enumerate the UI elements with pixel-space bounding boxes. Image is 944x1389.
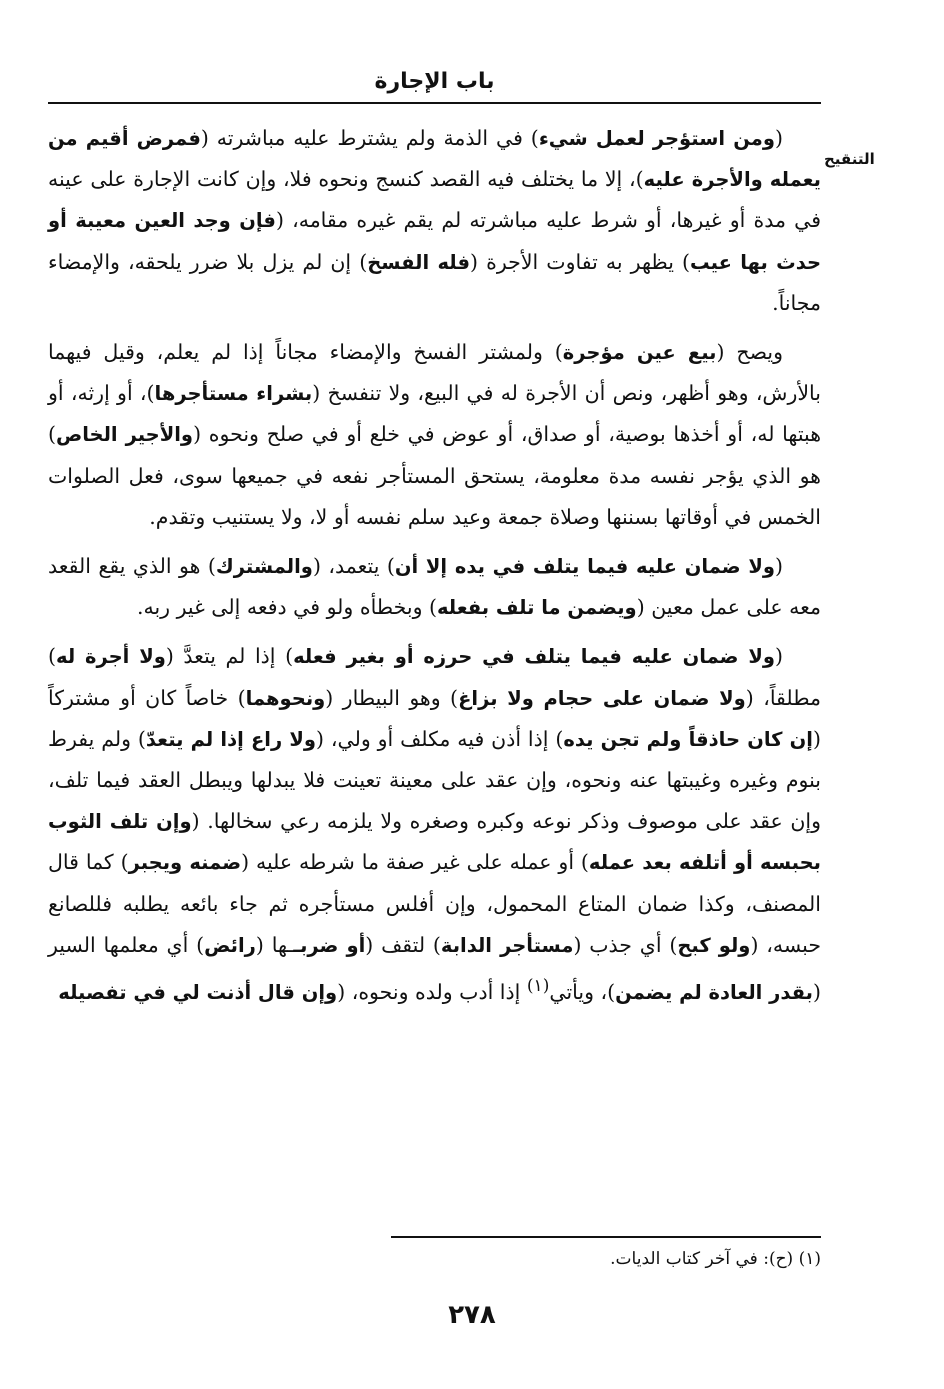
chapter-title: باب الإجارة: [374, 69, 495, 94]
sharh-text: ) أي معلمها السير (: [48, 932, 821, 1004]
matn-text: ويضمن ما تلف بفعله: [436, 596, 637, 620]
sharh-text: ويصح (: [716, 340, 783, 365]
footnote-divider: [391, 1236, 821, 1238]
sharh-text: ) مطلقاً، (: [48, 644, 822, 710]
sharh-text: ) يظهر به تفاوت الأجرة (: [470, 249, 690, 274]
paragraph: [48, 118, 821, 324]
sharh-text: )، إلا ما يختلف فيه القصد كنسج ونحوه فلا، وإن كانت الإجارة على عينه في مدة أو غيرها، أو شرط عليه مباشرته لم يقم غيره مقامه، (: [48, 167, 821, 233]
matn-text: والمشترك: [215, 555, 313, 579]
matn-text: بشراء مستأجرها: [154, 382, 313, 406]
page-header: [48, 62, 821, 104]
matn-text: وإن تلف الثوب بحبسه أو أتلفه بعد عمله: [48, 810, 821, 875]
margin-label: التنقيح: [824, 150, 875, 168]
sharh-text: ) أي جذب (: [573, 932, 678, 957]
matn-text: ومن استؤجر لعمل شيء: [538, 127, 775, 150]
matn-text: فله الفسخ: [367, 250, 471, 274]
sharh-text: ) إذا لم يتعدَّ (: [165, 644, 294, 669]
matn-text: ونحوهما: [245, 686, 326, 710]
sharh-text: ) أو عمله على غير صفة ما شرطه عليه (: [241, 850, 589, 875]
matn-text: إن كان حاذقاً ولم تجن يده: [563, 727, 813, 751]
matn-text: بقدر العادة لم يضمن: [615, 980, 813, 1004]
matn-text: ولو كبح: [677, 933, 751, 957]
sharh-text: ) ولم يفرط بنوم وغيره وغيبتها عنه ونحوه، وإن عقد على معينة تعينت فلا يبدلها ويبطل العقد فيما تلف، وإن عقد على موصوف وذكر نوعه وكبره وصغره ولا يلزمه رعي سخالها. (: [48, 726, 821, 834]
sharh-text: (: [775, 126, 783, 150]
matn-text: ولا أجرة له: [56, 645, 166, 669]
paragraph: [48, 332, 821, 538]
matn-text: ولا ضمان عليه فيما يتلف في يده إلا أن: [394, 555, 775, 579]
sharh-text: )، ويأتي: [549, 979, 616, 1004]
sharh-text: ) لتقف (: [365, 932, 441, 957]
sharh-text: ) وهو البيطار (: [325, 685, 459, 710]
sharh-text: ) في الذمة ولم يشترط عليه مباشرته (: [200, 126, 539, 150]
sharh-text: ) إن لم يزل بلا ضرر يلحقه، والإمضاء مجاناً.: [48, 249, 821, 315]
matn-text: رائض: [204, 933, 256, 957]
sharh-text: ) هو الذي يقع القعد معه على عمل معين (: [48, 554, 821, 620]
paragraph: [48, 636, 821, 1013]
sharh-text: ) وبخطأه ولو في دفعه إلى غير ربه.: [136, 595, 437, 620]
matn-text: أو ضربـ: [293, 933, 366, 957]
sharh-text: (: [774, 554, 783, 579]
matn-text: ولا راع إذا لم يتعدّ: [145, 727, 316, 751]
matn-text: والأجير الخاص: [56, 423, 194, 447]
sharh-text: ) إذا أذن فيه مكلف أو ولي، (: [315, 726, 564, 751]
sharh-text: إذا أدب ولده ونحوه، (: [337, 979, 527, 1004]
matn-text: بيع عين مؤجرة: [562, 341, 717, 365]
matn-text: فمرض أقيم من يعمله والأجرة عليه: [48, 127, 821, 192]
matn-text: فإن وجد العين معيبة أو حدث بها عيب: [48, 209, 822, 274]
sharh-text: ـها (: [255, 932, 294, 957]
sharh-text: ) ولمشتر الفسخ والإمضاء مجاناً إذا لم يعلم، وقيل فيهما بالأرش، وهو أظهر، ونص أن الأجرة له في البيع، ولا تنفسخ (: [48, 340, 822, 406]
sharh-text: )، أو إرثه، أو هبتها له، أو أخذها بوصية، أو صداق، أو عوض في خلع أو في صلح ونحوه (: [48, 381, 822, 447]
matn-text: ضمنه ويجبر: [128, 851, 242, 875]
sharh-text: ) هو الذي يؤجر نفسه مدة معلومة، يستحق المستأجر نفعه في جميعها سوى، فعل الصلوات الخمس في أوقاتها بسننها وصلاة جمعة وعيد سلم نفسه أو لا، ولا يستنيب وتقدم.: [48, 422, 821, 529]
sharh-text: (: [775, 644, 784, 669]
matn-text: ولا ضمان على حجام ولا بزاغ: [458, 686, 746, 710]
matn-text: وإن قال أذنت لي في تفصيله: [58, 980, 338, 1004]
footnote-ref: (١): [526, 976, 550, 997]
page-number: ٢٧٨: [448, 1300, 496, 1330]
sharh-text: ) خاصاً كان أو مشتركاً (: [48, 685, 821, 751]
sharh-text: ) يتعمد، (: [312, 554, 395, 579]
sharh-text: ) كما قال المصنف، وكذا ضمان المتاع المحمول، وإن أفلس مستأجره ثم جاء بائعه يطلبه فللصانع حبسه، (: [48, 850, 821, 957]
main-text: [48, 118, 821, 1021]
matn-text: مستأجر الدابة: [440, 933, 574, 957]
footnote: (١) (ح): في آخر كتاب الديات.: [610, 1249, 821, 1269]
paragraph: [48, 546, 821, 628]
matn-text: ولا ضمان عليه فيما يتلف في حرزه أو بغير فعله: [293, 645, 776, 669]
